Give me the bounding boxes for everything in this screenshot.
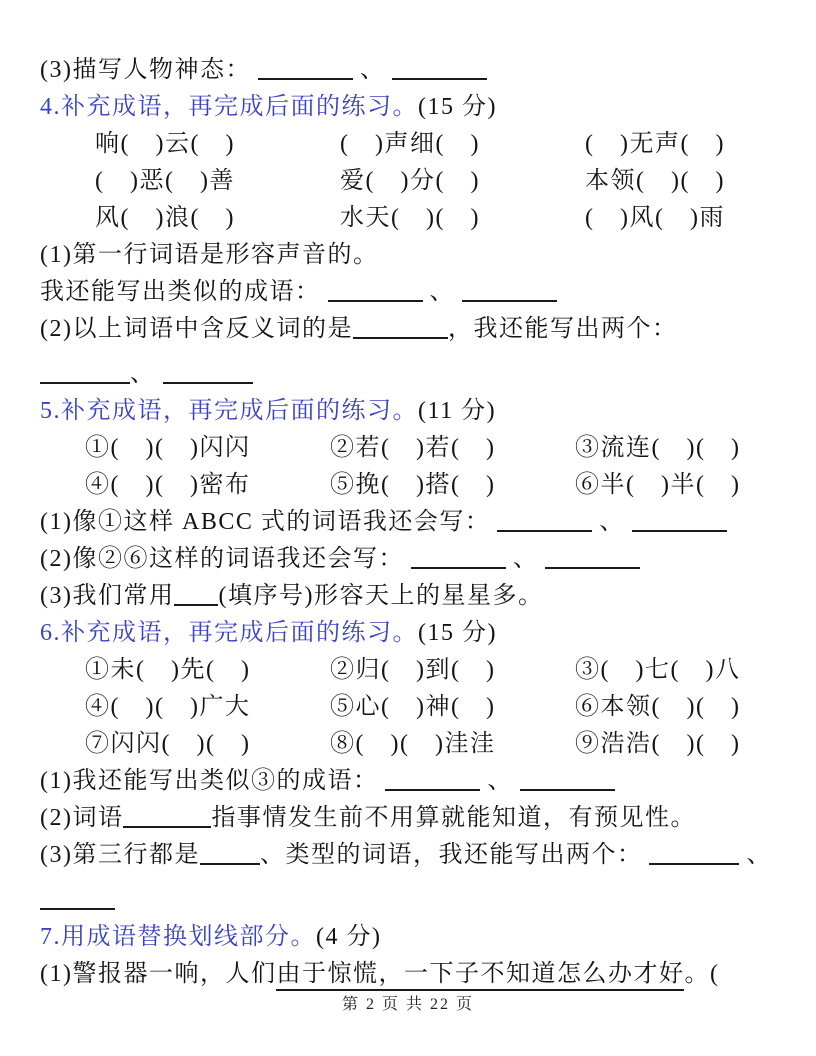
fill-in-blank xyxy=(353,313,448,339)
section-7-heading xyxy=(40,919,780,956)
list-separator: 、 xyxy=(359,57,386,83)
question-text: 、类型的词语，我还能写出两个： xyxy=(259,842,643,868)
s6-idiom-row-3 xyxy=(40,726,780,763)
s4-idiom-row-2 xyxy=(40,163,780,200)
fill-in-blank xyxy=(649,839,739,865)
idiom-cell: 本领( )( ) xyxy=(585,168,725,194)
s4-question-2 xyxy=(40,311,780,348)
fill-in-blank xyxy=(258,54,353,80)
idiom-cell: 水天( )( ) xyxy=(340,205,480,231)
question-text: 指事情发生前不用算就能知道，有预见性。 xyxy=(211,805,696,831)
s6-idiom-row-1 xyxy=(40,652,780,689)
s6-question-1 xyxy=(40,763,780,800)
idiom-cell: 爱( )分( ) xyxy=(340,168,480,194)
idiom-cell: ⑧( )( )洼洼 xyxy=(330,731,496,757)
question-text: (2)词语 xyxy=(40,805,124,831)
section-4-title: 4.补充成语，再完成后面的练习。 xyxy=(40,94,418,120)
section-7-title: 7.用成语替换划线部分。 xyxy=(40,924,316,950)
idiom-cell: ⑤挽( )搭( ) xyxy=(330,472,496,498)
s7-question-1 xyxy=(40,956,780,993)
s4-question-2-blanks xyxy=(40,356,780,393)
vertical-spacer xyxy=(40,348,780,356)
list-separator: 、 xyxy=(487,768,513,794)
question-text: (1)警报器一响，人们 xyxy=(40,961,277,987)
s6-idiom-row-2 xyxy=(40,689,780,726)
fill-in-blank xyxy=(385,765,480,791)
question-text: (2)以上词语中含反义词的是 xyxy=(40,316,353,342)
fill-in-blank xyxy=(632,506,727,532)
idiom-cell: 响( )云( ) xyxy=(95,131,235,157)
fill-in-blank xyxy=(392,54,487,80)
fill-in-blank xyxy=(411,543,506,569)
s4-question-1 xyxy=(40,237,780,274)
question-text: 我还能写出类似的成语： xyxy=(40,279,321,305)
question-text: (1)第一行词语是形容声音的。 xyxy=(40,242,379,268)
question-text: (填序号)形容天上的星星多。 xyxy=(218,583,544,609)
s4-idiom-row-3 xyxy=(40,200,780,237)
idiom-cell: 风( )浪( ) xyxy=(95,205,235,231)
fill-in-blank xyxy=(123,802,211,828)
question-text: ，我还能写出两个： xyxy=(447,316,678,342)
section-4-heading xyxy=(40,89,780,126)
question-text: (1)我还能写出类似③的成语： xyxy=(40,768,379,794)
s4-idiom-row-1 xyxy=(40,126,780,163)
list-separator: 、 xyxy=(429,279,455,305)
idiom-cell: ( )恶( )善 xyxy=(95,168,235,194)
idiom-cell: ⑤心( )神( ) xyxy=(330,694,496,720)
idiom-cell: ①( )( )闪闪 xyxy=(85,435,251,461)
idiom-cell: ③流连( )( ) xyxy=(575,435,741,461)
fill-in-blank xyxy=(545,543,640,569)
fill-in-blank xyxy=(328,276,423,302)
idiom-cell: ④( )( )密布 xyxy=(85,472,251,498)
fill-in-blank xyxy=(174,580,218,606)
fill-in-blank xyxy=(40,884,115,910)
fill-in-blank xyxy=(200,839,260,865)
idiom-cell: ( )风( )雨 xyxy=(585,205,725,231)
idiom-cell: ⑥本领( )( ) xyxy=(575,694,741,720)
question-text: (3)描写人物神态： xyxy=(40,57,251,83)
fill-in-blank xyxy=(497,506,592,532)
s6-question-2 xyxy=(40,800,780,837)
section-6-heading xyxy=(40,615,780,652)
idiom-cell: ①未( )先( ) xyxy=(85,657,251,683)
idiom-cell: ③( )七( )八 xyxy=(575,657,741,683)
line-face-description xyxy=(40,52,780,89)
s5-question-2 xyxy=(40,541,780,578)
fill-in-blank xyxy=(40,358,130,384)
s5-idiom-row-2 xyxy=(40,467,780,504)
idiom-cell: ( )声细( ) xyxy=(340,131,480,157)
list-separator: 、 xyxy=(746,842,772,868)
idiom-cell: ⑥半( )半( ) xyxy=(575,472,741,498)
underlined-phrase: 由于惊慌，一下子不知道怎么办才好 xyxy=(276,961,684,991)
list-separator: 、 xyxy=(130,361,156,387)
s4-question-1b xyxy=(40,274,780,311)
section-5-heading xyxy=(40,393,780,430)
question-text: (3)我们常用 xyxy=(40,583,175,609)
section-6-points: (15 分) xyxy=(418,620,497,646)
question-text: (2)像②⑥这样的词语我还会写： xyxy=(40,546,404,572)
s6-question-3-blank xyxy=(40,882,780,919)
idiom-cell: ②若( )若( ) xyxy=(330,435,496,461)
idiom-cell: ⑨浩浩( )( ) xyxy=(575,731,741,757)
fill-in-blank xyxy=(520,765,615,791)
s5-idiom-row-1 xyxy=(40,430,780,467)
idiom-cell: ②归( )到( ) xyxy=(330,657,496,683)
question-text: 。( xyxy=(684,961,720,987)
question-text: (3)第三行都是 xyxy=(40,842,200,868)
vertical-spacer xyxy=(40,874,780,882)
list-separator: 、 xyxy=(599,509,625,535)
s6-question-3 xyxy=(40,837,780,874)
fill-in-blank xyxy=(163,358,253,384)
s5-question-1 xyxy=(40,504,780,541)
list-separator: 、 xyxy=(512,546,539,572)
question-text: (1)像①这样 ABCC 式的词语我还会写： xyxy=(40,509,491,535)
page-number-footer: 第 2 页 共 22 页 xyxy=(341,996,474,1013)
idiom-cell: ④( )( )广大 xyxy=(85,694,251,720)
s5-question-3 xyxy=(40,578,780,615)
section-6-title: 6.补充成语，再完成后面的练习。 xyxy=(40,620,418,646)
idiom-cell: ( )无声( ) xyxy=(585,131,725,157)
section-7-points: (4 分) xyxy=(316,924,382,950)
section-5-title: 5.补充成语，再完成后面的练习。 xyxy=(40,398,418,424)
section-5-points: (11 分) xyxy=(418,398,497,424)
section-4-points: (15 分) xyxy=(418,94,497,120)
fill-in-blank xyxy=(462,276,557,302)
idiom-cell: ⑦闪闪( )( ) xyxy=(85,731,251,757)
